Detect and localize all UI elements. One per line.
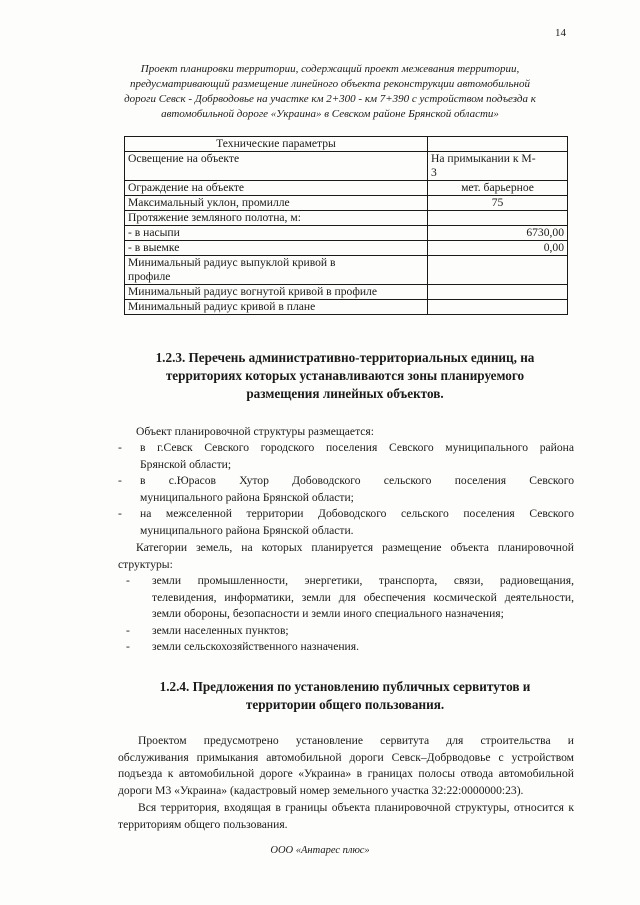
- header-line: Проект планировки территории, содержащий проект межевания территории,: [140, 63, 520, 75]
- paragraph-line: дороги М3 «Украина» (кадастровый номер земельного участка 32:22:0000000:23).: [118, 783, 524, 797]
- list-item: [126, 639, 574, 656]
- placement-intro: Объект планировочной структуры размещается:: [136, 425, 374, 438]
- list-item-text: в с.Юрасов Хутор Добоводского сельского поселения Севского: [140, 474, 574, 488]
- param-label: Максимальный уклон, промилле: [125, 196, 428, 211]
- table-row: [125, 241, 568, 256]
- heading-line: 1.2.3. Перечень административно-территориальных единиц, на: [155, 350, 535, 365]
- locations-list: [118, 440, 574, 540]
- paragraph-line: Вся территория, входящая в границы объекта планировочной структуры, относится к: [138, 801, 574, 814]
- list-item-text: земли населенных пунктов;: [152, 623, 289, 637]
- param-label: Протяжение земляного полотна, м:: [125, 211, 428, 226]
- table-row: [125, 226, 568, 241]
- param-value: 0,00: [428, 241, 568, 256]
- land-categories-intro: [118, 540, 574, 573]
- servitude-paragraph: [118, 733, 574, 799]
- table-row: [125, 211, 568, 226]
- param-label-text: профиле: [128, 270, 171, 283]
- table-row: [125, 181, 568, 196]
- public-territory-paragraph: [118, 800, 574, 833]
- paragraph-line: обслуживания примыкания автомобильной дороги Севск–Добрводовье с устройством: [118, 750, 574, 764]
- param-label: - в насыпи: [125, 226, 428, 241]
- section-heading-1-2-3: [120, 349, 570, 403]
- list-item: [118, 440, 574, 473]
- param-value: [428, 285, 568, 300]
- list-dash: -: [126, 640, 130, 654]
- param-label-text: Освещение на объекте: [128, 152, 240, 165]
- param-label-text: Минимальный радиус выпуклой кривой в: [128, 256, 336, 269]
- list-item: [118, 473, 574, 506]
- list-item: [126, 623, 574, 640]
- list-item-text: на межселенной территории Добоводского сельского поселения Севского: [140, 507, 574, 521]
- list-item-text: земли сельскохозяйственного назначения.: [152, 640, 359, 654]
- list-dash: -: [118, 441, 122, 454]
- header-line: предусматривающий размещение линейного объекта реконструкции автомобильной: [130, 78, 530, 90]
- page-number: 14: [555, 27, 566, 39]
- param-value: 75: [428, 196, 568, 211]
- param-value: [428, 300, 568, 315]
- land-categories-list: [126, 573, 574, 656]
- table-row: [125, 256, 568, 285]
- heading-line: размещения линейных объектов.: [246, 386, 444, 401]
- param-value: мет. барьерное: [428, 181, 568, 196]
- paragraph-line: Категории земель, на которых планируется размещение объекта планировочной: [136, 541, 574, 554]
- paragraph-line: территориям общего пользования.: [118, 817, 288, 831]
- param-label: [125, 256, 428, 285]
- param-label: [125, 152, 428, 181]
- header-line: дороги Севск - Добрводовье на участке км 2+300 - км 7+390 с устройством подъезда к: [124, 93, 536, 105]
- list-item: [118, 506, 574, 539]
- param-value: [428, 152, 568, 181]
- table-header-cell: Технические параметры: [125, 137, 428, 152]
- table-header-row: [125, 137, 568, 152]
- list-dash: -: [118, 474, 122, 488]
- heading-line: 1.2.4. Предложения по установлению публичных сервитутов и: [159, 679, 531, 694]
- list-item-text: земли обороны, безопасности и земли иного специального назначения;: [152, 607, 504, 621]
- heading-line: территории общего пользования.: [245, 697, 445, 712]
- paragraph-line: Проектом предусмотрено установление сервитута для строительства и: [138, 734, 574, 747]
- paragraph-line: подъезда к автомобильной дороге «Украина» в границах полосы отвода автомобильной: [118, 767, 574, 781]
- list-item-text: земли промышленности, энергетики, транспорта, связи, радиовещания,: [152, 574, 574, 587]
- paragraph-line: структуры:: [118, 557, 173, 571]
- list-item-text: Брянской области;: [140, 457, 232, 471]
- param-value: [428, 256, 568, 285]
- list-dash: -: [126, 574, 130, 587]
- table-header-empty-cell: [428, 137, 568, 152]
- technical-parameters-table: [124, 136, 568, 315]
- footer-company: ООО «Антарес плюс»: [270, 845, 370, 856]
- document-header: [100, 62, 560, 122]
- param-value-text: 3: [431, 166, 437, 179]
- header-line: автомобильной дороге «Украина» в Севском районе Брянской области»: [161, 108, 499, 120]
- list-item: [126, 573, 574, 623]
- param-value: [428, 211, 568, 226]
- list-item-text: муниципального района Брянской области;: [140, 490, 354, 504]
- table-row: [125, 285, 568, 300]
- param-value: 6730,00: [428, 226, 568, 241]
- list-dash: -: [118, 507, 122, 521]
- list-item-text: телевидения, информатики, земли для обеспечения космической деятельности,: [152, 590, 574, 604]
- param-value-text: На примыкании к М-: [431, 152, 536, 165]
- list-item-text: в г.Севск Севского городского поселения Севского муниципального района: [140, 441, 574, 454]
- param-label: - в выемке: [125, 241, 428, 256]
- param-label: Ограждение на объекте: [125, 181, 428, 196]
- table-row: [125, 152, 568, 181]
- section-heading-1-2-4: [120, 678, 570, 714]
- param-label: Минимальный радиус кривой в плане: [125, 300, 428, 315]
- list-item-text: муниципального района Брянской области.: [140, 523, 354, 537]
- list-dash: -: [126, 623, 130, 637]
- param-label: Минимальный радиус вогнутой кривой в профиле: [125, 285, 428, 300]
- table-row: [125, 300, 568, 315]
- table-row: [125, 196, 568, 211]
- heading-line: территориях которых устанавливаются зоны планируемого: [165, 368, 525, 383]
